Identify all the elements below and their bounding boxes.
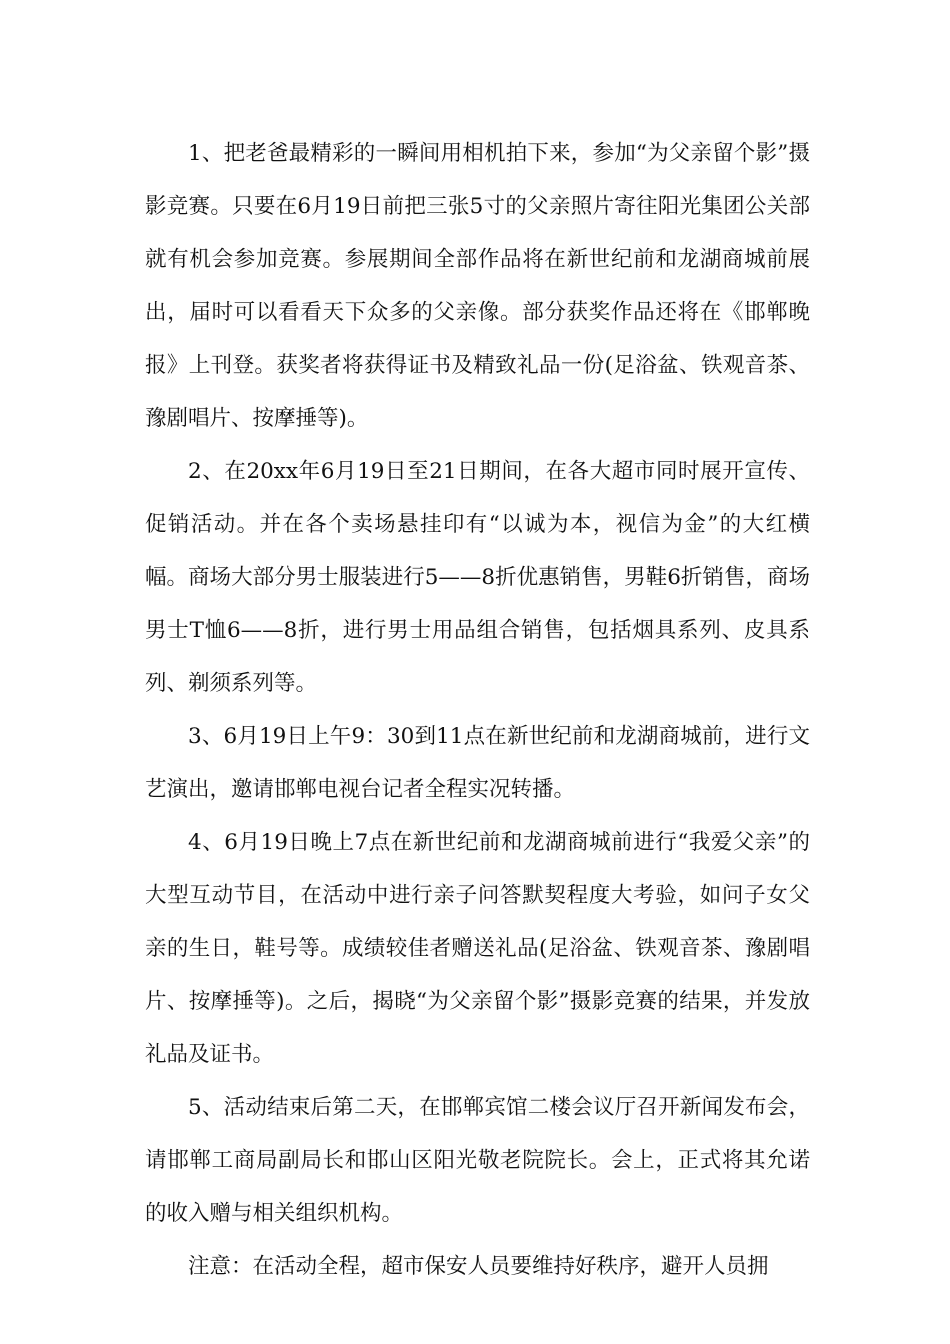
paragraph-4: 4、6月19日晚上7点在新世纪前和龙湖商城前进行“我爱父亲”的大型互动节目，在活动中进行亲子问答默契程度大考验，如问子女父亲的生日，鞋号等。成绩较佳者赠送礼品(足浴盆、铁观音茶、豫剧唱片、按摩捶等)。之后，揭晓“为父亲留个影”摄影竞赛的结果，并发放礼品及证书。	[145, 830, 810, 1067]
paragraph-5: 5、活动结束后第二天，在邯郸宾馆二楼会议厅召开新闻发布会，请邯郸工商局副局长和邯山区阳光敬老院院长。会上，正式将其允诺的收入赠与相关组织机构。	[145, 1095, 810, 1226]
paragraph-note: 注意：在活动全程，超市保安人员要维持好秩序，避开人员拥	[188, 1254, 769, 1279]
paragraph-1: 1、把老爸最精彩的一瞬间用相机拍下来，参加“为父亲留个影”摄影竞赛。只要在6月19日前把三张5寸的父亲照片寄往阳光集团公关部就有机会参加竞赛。参展期间全部作品将在新世纪前和龙湖商城前展出，届时可以看看天下众多的父亲像。部分获奖作品还将在《邯郸晚报》上刊登。获奖者将获得证书及精致礼品一份(足浴盆、铁观音茶、豫剧唱片、按摩捶等)。	[145, 141, 810, 431]
paragraph-2: 2、在20xx年6月19日至21日期间，在各大超市同时展开宣传、促销活动。并在各个卖场悬挂印有“以诚为本，视信为金”的大红横幅。商场大部分男士服装进行5——8折优惠销售，男鞋6折销售，商场男士T恤6——8折，进行男士用品组合销售，包括烟具系列、皮具系列、剃须系列等。	[145, 459, 810, 696]
document-body	[145, 127, 810, 1293]
paragraph-3: 3、6月19日上午9：30到11点在新世纪前和龙湖商城前，进行文艺演出，邀请邯郸电视台记者全程实况转播。	[145, 724, 810, 802]
